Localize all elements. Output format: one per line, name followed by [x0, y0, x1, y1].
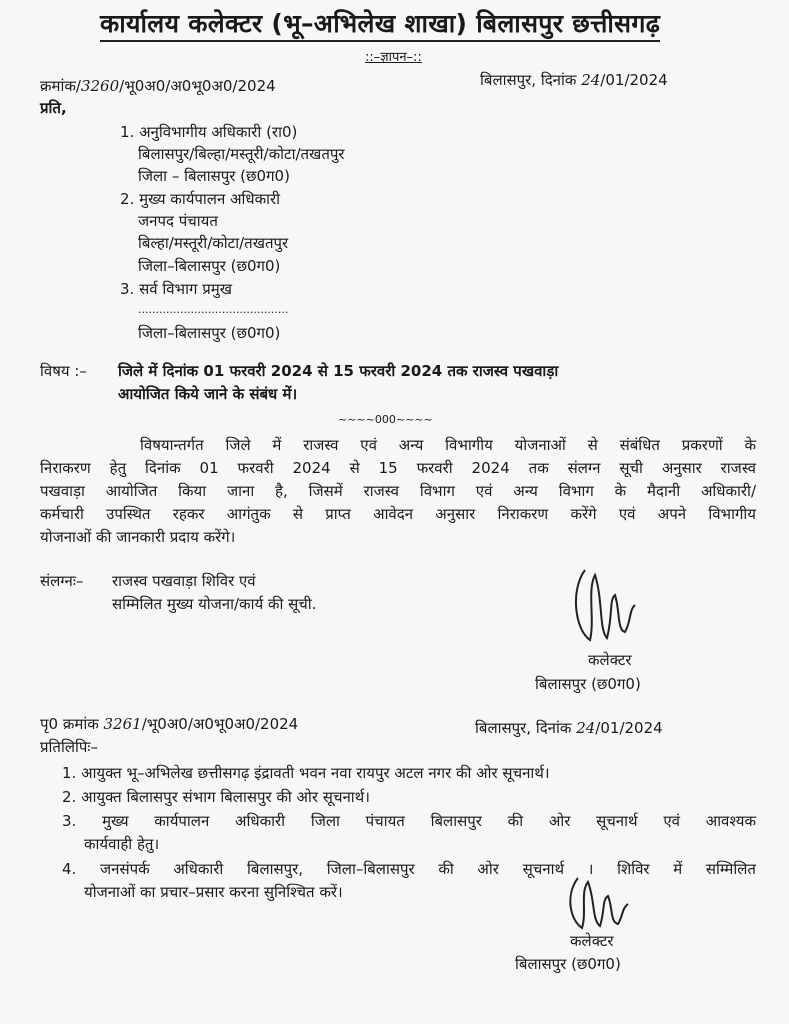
addressee-3-line-3: जिला–बिलासपुर (छ0ग0)	[138, 324, 281, 342]
enclosure-label: संलग्नः–	[40, 572, 84, 590]
copy-item-3-line-2: कार्यवाही हेतु।	[84, 835, 160, 853]
body-line-4: कर्मचारी उपस्थित रहकर आगंतुक से प्राप्त आवेदन अनुसार निराकरण करेंगे एवं अपने विभागीय	[40, 505, 756, 523]
date-rest: /01/2024	[600, 71, 668, 89]
addressee-2-line-3: बिल्हा/मस्तूरी/कोटा/तखतपुर	[138, 234, 289, 252]
copy-item-4-line-1: 4. जनसंपर्क अधिकारी बिलासपुर, जिला–बिलासपुर की ओर सूचनार्थ । शिविर में सम्मिलित	[62, 860, 756, 878]
addressee-2-line-1: 2. मुख्य कार्यपालन अधिकारी	[120, 190, 281, 208]
addressee-2-line-4: जिला–बिलासपुर (छ0ग0)	[138, 257, 281, 275]
ref-number-handwritten: 3260	[80, 77, 120, 95]
body-line-3: पखवाड़ा आयोजित किया जाना है, जिसमें राजस्व विभाग एवं अन्य विभाग के मैदानी अधिकारी/	[40, 482, 756, 500]
date-day-handwritten: 24	[581, 71, 601, 89]
copy-ref-suffix: /भू0अ0/अ0भू0अ0/2024	[141, 715, 299, 733]
ref-prefix: क्रमांक/	[40, 77, 81, 95]
subject-line-2: आयोजित किये जाने के संबंध में।	[118, 385, 298, 403]
subject-line-1: जिले में दिनांक 01 फरवरी 2024 से 15 फरवरी 2024 तक राजस्व पखवाड़ा	[118, 362, 559, 380]
signature-2-designation: कलेक्टर	[570, 932, 614, 950]
copy-item-1: 1. आयुक्त भू–अभिलेख छत्तीसगढ़ इंद्रावती भवन नवा रायपुर अटल नगर की ओर सूचनार्थ।	[62, 764, 550, 782]
copy-item-2: 2. आयुक्त बिलासपुर संभाग बिलासपुर की ओर सूचनार्थ।	[62, 788, 370, 806]
ref-suffix: /भू0अ0/अ0भू0अ0/2024	[119, 77, 276, 95]
copy-place-date	[475, 718, 663, 738]
copy-date-rest: /01/2024	[595, 719, 663, 737]
place-date-label: बिलासपुर, दिनांक	[480, 71, 577, 89]
subject-label: विषय :–	[40, 362, 87, 380]
body-line-5: योजनाओं की जानकारी प्रदाय करेंगे।	[40, 528, 236, 546]
enclosure-line-1: राजस्व पखवाड़ा शिविर एवं	[112, 572, 256, 590]
memo-label: ::–ज्ञापन–::	[365, 50, 422, 65]
signature-2-place: बिलासपुर (छ0ग0)	[515, 955, 621, 973]
signature-1-place: बिलासपुर (छ0ग0)	[535, 675, 641, 693]
addressee-1-line-3: जिला – बिलासपुर (छ0ग0)	[138, 167, 290, 185]
addressee-2-line-2: जनपद पंचायत	[138, 212, 218, 230]
separator: ~~~~000~~~~	[338, 413, 433, 426]
addressee-1-line-1: 1. अनुविभागीय अधिकारी (रा0)	[120, 123, 298, 141]
copy-ref-prefix: पृ0 क्रमांक	[40, 715, 99, 733]
to-label: प्रति,	[40, 99, 67, 117]
addressee-3-line-1: 3. सर्व विभाग प्रमुख	[120, 280, 232, 298]
signature-2	[560, 870, 640, 940]
reference-number	[40, 76, 276, 96]
copy-ref-number-handwritten: 3261	[103, 715, 142, 733]
signature-1-designation: कलेक्टर	[588, 651, 632, 669]
addressee-3-dots: ...........................................	[138, 303, 289, 316]
letter-title: कार्यालय कलेक्टर (भू–अभिलेख शाखा) बिलासपुर छत्तीसगढ़	[100, 8, 660, 42]
signature-1	[565, 560, 645, 655]
copy-item-4-line-2: योजनाओं का प्रचार–प्रसार करना सुनिश्चित करें।	[84, 883, 343, 901]
place-date	[480, 70, 668, 90]
copy-label: प्रतिलिपिः–	[40, 738, 98, 756]
body-line-1: विषयान्तर्गत जिले में राजस्व एवं अन्य विभागीय योजनाओं से संबंधित प्रकरणों के	[140, 436, 756, 454]
enclosure-line-2: सम्मिलित मुख्य योजना/कार्य की सूची.	[112, 595, 317, 613]
copy-reference	[40, 714, 298, 734]
copy-item-3-line-1: 3. मुख्य कार्यपालन अधिकारी जिला पंचायत बिलासपुर की ओर सूचनार्थ एवं आवश्यक	[62, 812, 756, 830]
body-line-2: निराकरण हेतु दिनांक 01 फरवरी 2024 से 15 फरवरी 2024 तक संलग्न सूची अनुसार राजस्व	[40, 459, 756, 477]
copy-place-date-label: बिलासपुर, दिनांक	[475, 719, 572, 737]
addressee-1-line-2: बिलासपुर/बिल्हा/मस्तूरी/कोटा/तखतपुर	[138, 145, 345, 163]
copy-date-day-handwritten: 24	[576, 719, 596, 737]
